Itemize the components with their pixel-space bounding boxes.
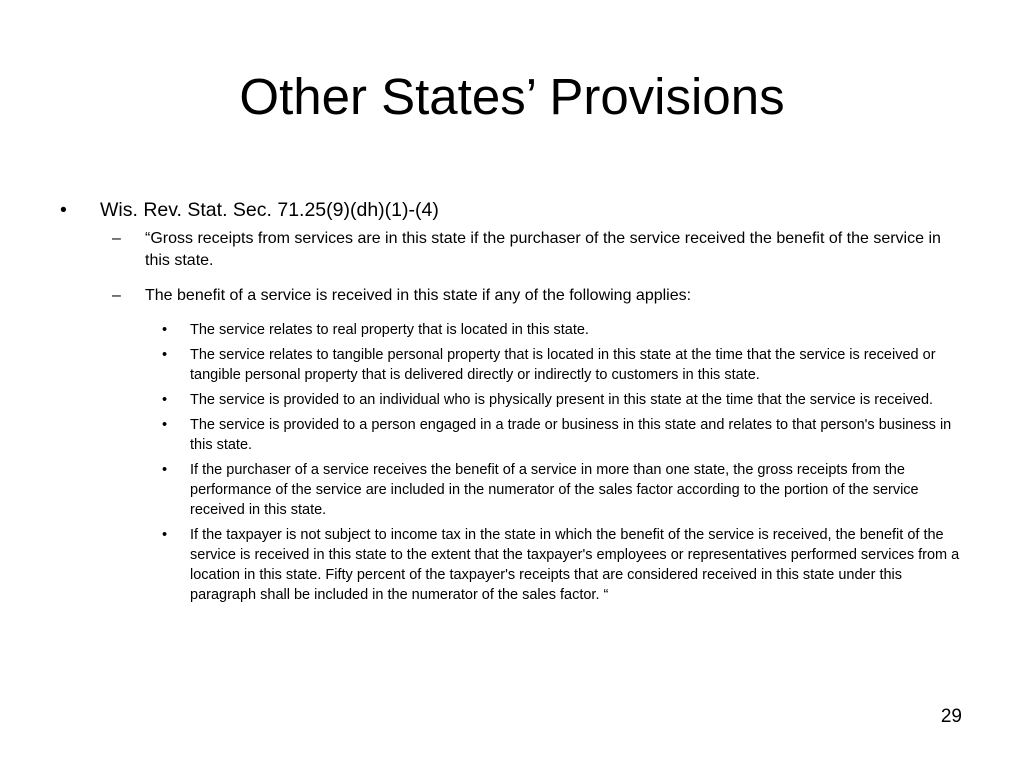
sub-item-marker: – <box>112 230 121 247</box>
list-item <box>162 460 967 520</box>
list-item-marker: • <box>162 417 168 433</box>
list-item-marker: • <box>162 392 168 408</box>
sub-item-text: “Gross receipts from services are in this state if the purchaser of the service received the benefit of the service in this state. <box>145 230 941 269</box>
list-item-marker: • <box>162 347 168 363</box>
main-bullet-text: Wis. Rev. Stat. Sec. 71.25(9)(dh)(1)-(4) <box>100 199 439 221</box>
list-item-text: The service relates to tangible personal property that is located in this state at the time that the service is received or tangible personal property that is delivered directly or indirectly to customers in this state. <box>190 347 936 383</box>
sub-item-marker: – <box>112 287 121 304</box>
list-item <box>162 525 967 605</box>
benefit-conditions-list <box>162 320 967 610</box>
list-item-marker: • <box>162 527 168 543</box>
list-item-marker: • <box>162 322 168 338</box>
list-item <box>162 345 967 385</box>
list-item <box>162 390 967 410</box>
list-item <box>162 320 967 340</box>
list-item-text: The service relates to real property that is located in this state. <box>190 322 589 338</box>
main-bullet-marker: • <box>60 199 67 221</box>
slide-title: Other States’ Provisions <box>239 68 785 125</box>
sub-item-benefit-received <box>112 285 962 307</box>
page-number: 29 <box>940 706 962 727</box>
sub-item-gross-receipts <box>112 228 962 272</box>
list-item-text: If the taxpayer is not subject to income tax in the state in which the benefit of the service is received, the benefit of the service is received in this state to the extent that the taxpayer's employees or representatives performed services from a location in this state. Fifty percent of the taxpayer's receipts that are considered received in this state under this paragraph shall be included in the numerator of the sales factor. “ <box>190 527 960 603</box>
list-item-text: The service is provided to an individual who is physically present in this state at the time that the service is received. <box>190 392 934 408</box>
list-item <box>162 415 967 455</box>
list-item-text: The service is provided to a person engaged in a trade or business in this state and relates to that person's business in this state. <box>190 417 952 453</box>
list-item-marker: • <box>162 462 168 478</box>
list-item-text: If the purchaser of a service receives the benefit of a service in more than one state, the gross receipts from the performance of the service are included in the numerator of the sales factor according to the portion of the service received in this state. <box>190 462 919 518</box>
sub-item-text: The benefit of a service is received in this state if any of the following applies: <box>145 287 692 304</box>
